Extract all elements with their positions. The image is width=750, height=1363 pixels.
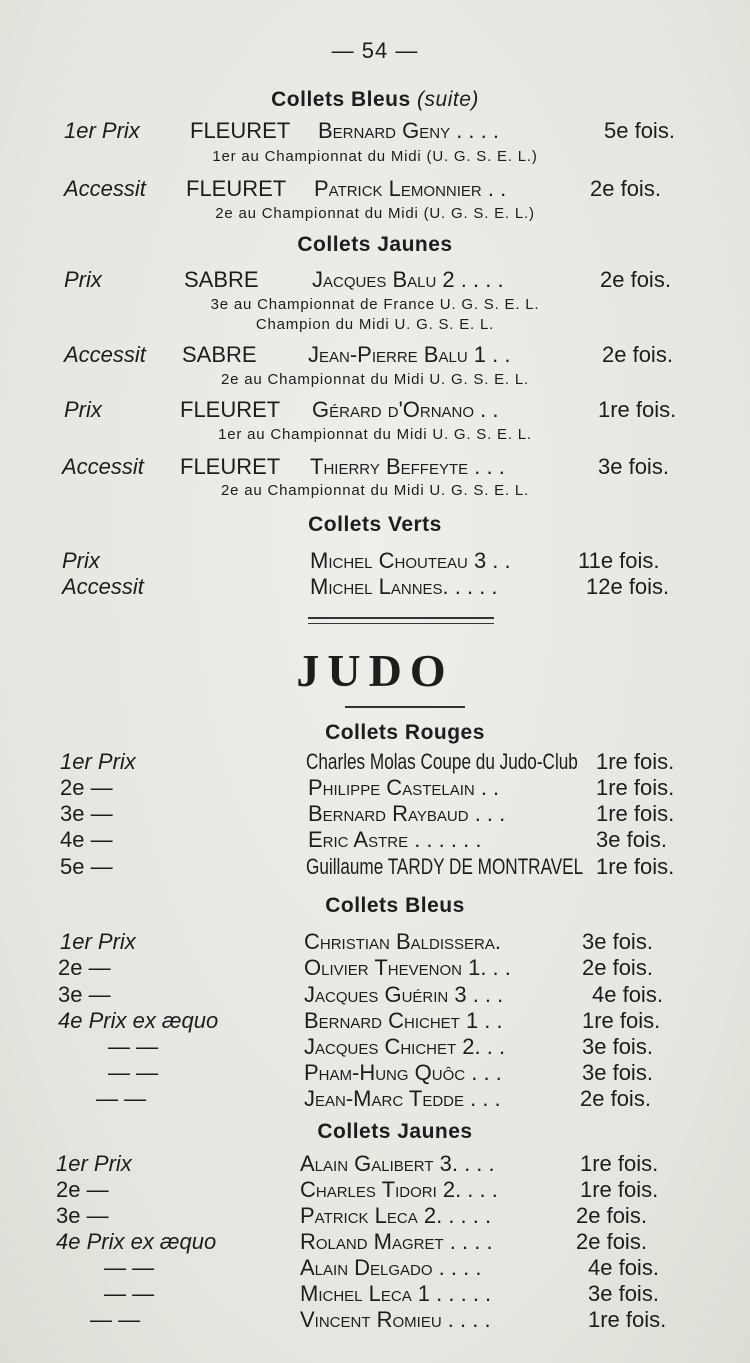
entry-count: 12e fois. <box>586 574 670 599</box>
entry-name-text: Charles Molas Coupe du Judo-Club <box>306 749 578 774</box>
entry-name: Michel Lannes. . . . . <box>310 574 498 599</box>
entry-name: Christian Baldissera. <box>304 929 501 954</box>
list-item <box>0 547 750 575</box>
entry-label: 4e Prix ex æquo <box>56 1229 217 1254</box>
entry-label: — — <box>104 1281 155 1306</box>
entry-name-text: Guillaume TARDY DE MONTRAVEL <box>306 854 584 879</box>
entry-name: Gérard d'Ornano . . <box>312 397 499 422</box>
entry-weapon: FLEURET <box>180 454 281 479</box>
entry-count: 1re fois. <box>598 397 677 422</box>
entry-note: 1er au Championnat du Midi (U. G. S. E. L.) <box>212 148 538 165</box>
entry-label: Prix <box>64 397 102 422</box>
entry-label: 1er Prix <box>64 118 140 143</box>
entry-name: Alain Galibert 3. . . . <box>300 1151 495 1176</box>
entry-count: 2e fois. <box>600 267 671 292</box>
entry-name: Roland Magret . . . . <box>300 1229 493 1254</box>
section-heading-verts: Collets Verts <box>308 513 442 536</box>
entry-count: 2e fois. <box>576 1229 647 1254</box>
entry-name: Jacques Chichet 2. . . <box>304 1034 506 1059</box>
entry-name: Bernard Chichet 1 . . <box>304 1008 503 1033</box>
list-item <box>0 1150 750 1178</box>
list-item <box>0 1280 750 1308</box>
list-item <box>0 1176 750 1204</box>
entry-label: 1er Prix <box>56 1151 132 1176</box>
list-item <box>0 341 750 369</box>
entry-label: — — <box>104 1255 155 1280</box>
entry-name: Vincent Romieu . . . . <box>300 1307 491 1332</box>
list-item <box>0 266 750 294</box>
judo-title: JUDO <box>296 645 454 696</box>
entry-count: 2e fois. <box>602 342 673 367</box>
entry-label: — — <box>108 1034 159 1059</box>
entry-count: 1re fois. <box>588 1307 667 1332</box>
entry-weapon: FLEURET <box>190 118 291 143</box>
entry-label: Prix <box>64 267 102 292</box>
entry-count: 1re fois. <box>580 1151 659 1176</box>
entry-name: Olivier Thevenon 1. . . <box>304 955 511 980</box>
entry-count: 11e fois. <box>578 548 660 573</box>
entry-weapon: SABRE <box>182 342 257 367</box>
divider <box>308 617 494 624</box>
entry-name: Patrick Leca 2. . . . . <box>300 1203 492 1228</box>
list-item <box>0 826 750 854</box>
entry-count: 1re fois. <box>596 749 675 774</box>
entry-name: Charles Tidori 2. . . . <box>300 1177 498 1202</box>
entry-note: Champion du Midi U. G. S. E. L. <box>255 316 495 333</box>
list-item <box>0 1007 750 1035</box>
entry-label: 4e Prix ex æquo <box>58 1008 219 1033</box>
entry-count: 1re fois. <box>596 854 675 879</box>
list-item <box>0 928 750 956</box>
list-item <box>0 981 750 1009</box>
section-heading-judo-bleus: Collets Bleus <box>325 894 465 917</box>
entry-label: 2e — <box>60 775 113 800</box>
list-item <box>0 573 750 601</box>
entry-name: Jean-Marc Tedde . . . <box>304 1086 501 1111</box>
section-heading-bleus-suite <box>0 88 750 112</box>
entry-name: Jacques Balu 2 . . . . <box>312 267 504 292</box>
list-item <box>0 954 750 982</box>
entry-note: 1er au Championnat du Midi U. G. S. E. L. <box>218 426 532 443</box>
entry-count: 4e fois. <box>588 1255 659 1280</box>
list-item <box>0 853 750 881</box>
entry-count: 3e fois. <box>582 1060 653 1085</box>
list-item <box>0 396 750 424</box>
section-heading-jaunes: Collets Jaunes <box>297 233 453 256</box>
entry-note: 2e au Championnat du Midi U. G. S. E. L. <box>221 482 529 499</box>
section-title-suffix: (suite) <box>417 88 479 111</box>
entry-name: Patrick Lemonnier . . <box>314 176 507 201</box>
entry-count: 3e fois. <box>582 1034 653 1059</box>
entry-name: Jacques Guérin 3 . . . <box>304 982 504 1007</box>
entry-label: Accessit <box>62 574 144 599</box>
entry-label: 3e — <box>58 982 111 1007</box>
list-item <box>0 1306 750 1334</box>
list-item <box>0 774 750 802</box>
list-item <box>0 1085 750 1113</box>
entry-label: Accessit <box>64 176 146 201</box>
list-item <box>0 800 750 828</box>
entry-name: Bernard Geny . . . . <box>318 118 499 143</box>
entry-note: 3e au Championnat de France U. G. S. E. L. <box>210 296 540 313</box>
entry-count: 1re fois. <box>582 1008 661 1033</box>
entry-label: 3e — <box>56 1203 109 1228</box>
entry-count: 3e fois. <box>582 929 653 954</box>
list-item <box>0 1254 750 1282</box>
list-item <box>0 1228 750 1256</box>
entry-count: 2e fois. <box>576 1203 647 1228</box>
entry-weapon: SABRE <box>184 267 259 292</box>
entry-name: Bernard Raybaud . . . <box>308 801 506 826</box>
entry-count: 2e fois. <box>580 1086 651 1111</box>
list-item <box>0 117 750 145</box>
entry-label: Prix <box>62 548 100 573</box>
entry-weapon: FLEURET <box>186 176 287 201</box>
entry-count: 4e fois. <box>592 982 663 1007</box>
list-item <box>0 1033 750 1061</box>
entry-name: Michel Leca 1 . . . . . <box>300 1281 492 1306</box>
list-item <box>0 1059 750 1087</box>
list-item <box>0 453 750 481</box>
entry-label: — — <box>96 1086 147 1111</box>
entry-name: Pham-Hung Quôc . . . <box>304 1060 502 1085</box>
entry-label: — — <box>108 1060 159 1085</box>
entry-name: Thierry Beffeyte . . . <box>310 454 505 479</box>
entry-count: 3e fois. <box>598 454 669 479</box>
entry-label: 1er Prix <box>60 929 136 954</box>
entry-count: 3e fois. <box>588 1281 659 1306</box>
entry-label: Accessit <box>62 454 144 479</box>
divider <box>345 706 465 708</box>
entry-name: Alain Delgado . . . . <box>300 1255 482 1280</box>
entry-weapon: FLEURET <box>180 397 281 422</box>
entry-count: 3e fois. <box>596 827 667 852</box>
entry-label: — — <box>90 1307 141 1332</box>
entry-label: Accessit <box>64 342 146 367</box>
list-item <box>0 1202 750 1230</box>
entry-count: 1re fois. <box>596 801 675 826</box>
entry-count: 1re fois. <box>596 775 675 800</box>
section-title: Collets Bleus <box>271 88 411 111</box>
entry-count: 2e fois. <box>582 955 653 980</box>
entry-name: Jean-Pierre Balu 1 . . <box>308 342 511 367</box>
list-item <box>0 748 750 776</box>
entry-label: 2e — <box>56 1177 109 1202</box>
entry-note: 2e au Championnat du Midi (U. G. S. E. L.) <box>215 205 535 222</box>
list-item <box>0 175 750 203</box>
entry-label: 5e — <box>60 854 113 879</box>
section-heading-judo-rouges: Collets Rouges <box>325 721 485 744</box>
entry-label: 4e — <box>60 827 113 852</box>
entry-name: Eric Astre . . . . . . <box>308 827 482 852</box>
entry-name: Philippe Castelain . . <box>308 775 500 800</box>
entry-name: Michel Chouteau 3 . . <box>310 548 511 573</box>
entry-label: 1er Prix <box>60 749 136 774</box>
entry-label: 2e — <box>58 955 111 980</box>
page-number: — 54 — <box>331 38 419 63</box>
section-heading-judo-jaunes: Collets Jaunes <box>317 1120 473 1143</box>
entry-count: 5e fois. <box>604 118 675 143</box>
entry-count: 2e fois. <box>590 176 661 201</box>
entry-note: 2e au Championnat du Midi U. G. S. E. L. <box>221 371 529 388</box>
entry-label: 3e — <box>60 801 113 826</box>
entry-count: 1re fois. <box>580 1177 659 1202</box>
